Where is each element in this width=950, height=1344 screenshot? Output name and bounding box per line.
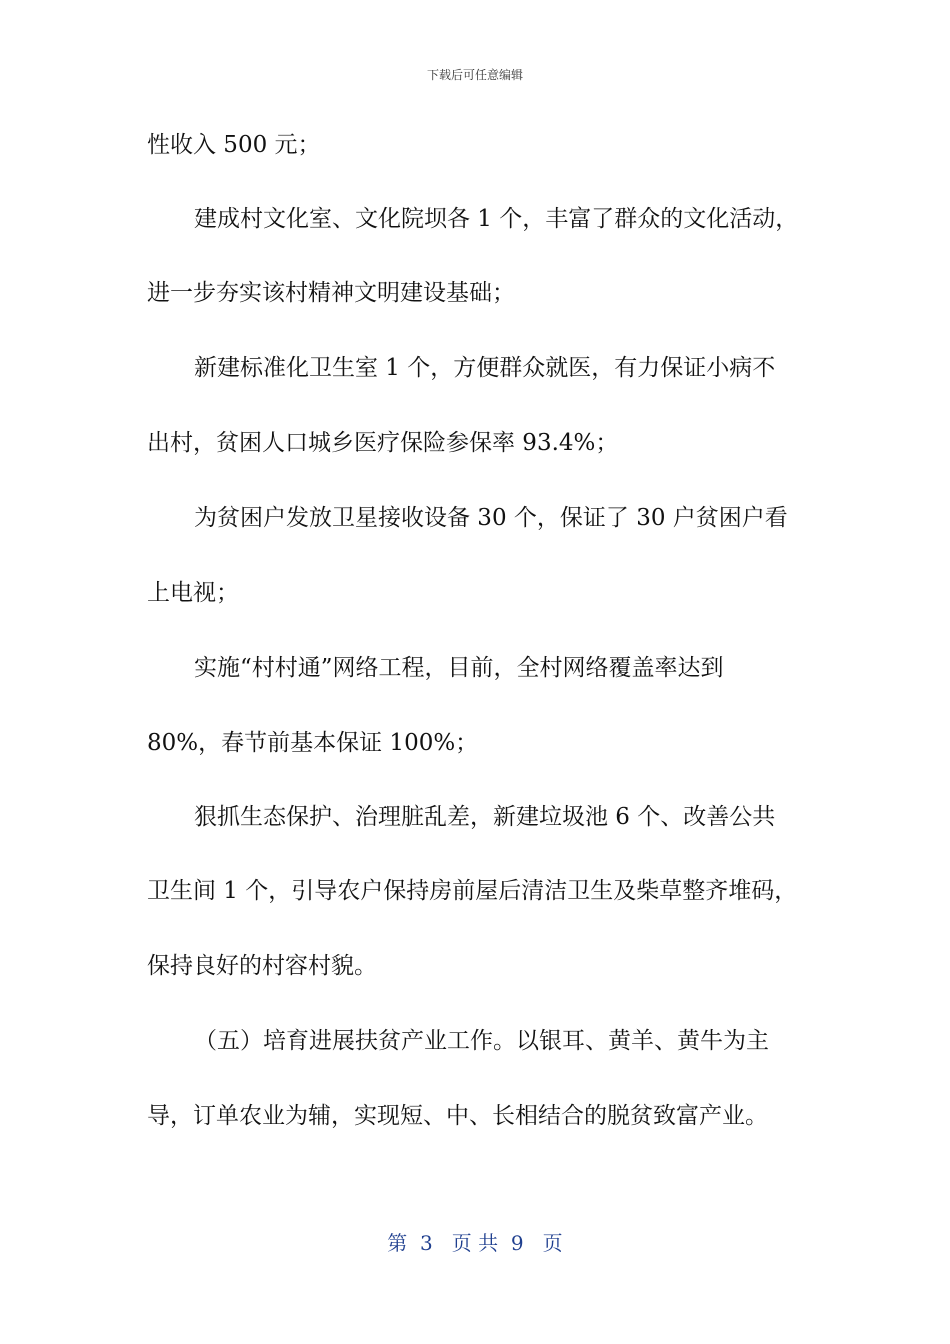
text-line: 狠抓生态保护、治理脏乱差，新建垃圾池 6 个、改善公共 xyxy=(194,804,776,830)
text-line: 性收入 500 元； xyxy=(147,132,321,158)
text-line: 为贫困户发放卫星接收设备 30 个，保证了 30 户贫困户看 xyxy=(194,505,788,531)
text-line: 建成村文化室、文化院坝各 1 个，丰富了群众的文化活动， xyxy=(194,206,799,232)
text-line: 导，订单农业为辅，实现短、中、长相结合的脱贫致富产业。 xyxy=(147,1103,768,1129)
text-line: 出村，贫困人口城乡医疗保险参保率 93.4%； xyxy=(147,430,619,456)
text-line: 进一步夯实该村精神文明建设基础； xyxy=(147,280,515,306)
text-line: 上电视； xyxy=(147,580,239,606)
text-line: 实施“村村通”网络工程，目前，全村网络覆盖率达到 xyxy=(194,655,724,681)
text-line: 新建标准化卫生室 1 个，方便群众就医，有力保证小病不 xyxy=(194,355,776,381)
page-footer: 第 3 页 共 9 页 xyxy=(387,1231,563,1255)
text-line: 卫生间 1 个，引导农户保持房前屋后清洁卫生及柴草整齐堆码， xyxy=(147,878,798,904)
text-line: 保持良好的村容村貌。 xyxy=(147,953,377,979)
text-line: 80%，春节前基本保证 100%； xyxy=(147,730,479,756)
text-line: （五）培育进展扶贫产业工作。以银耳、黄羊、黄牛为主 xyxy=(194,1028,769,1054)
page-header: 下载后可任意编辑 xyxy=(426,68,523,82)
